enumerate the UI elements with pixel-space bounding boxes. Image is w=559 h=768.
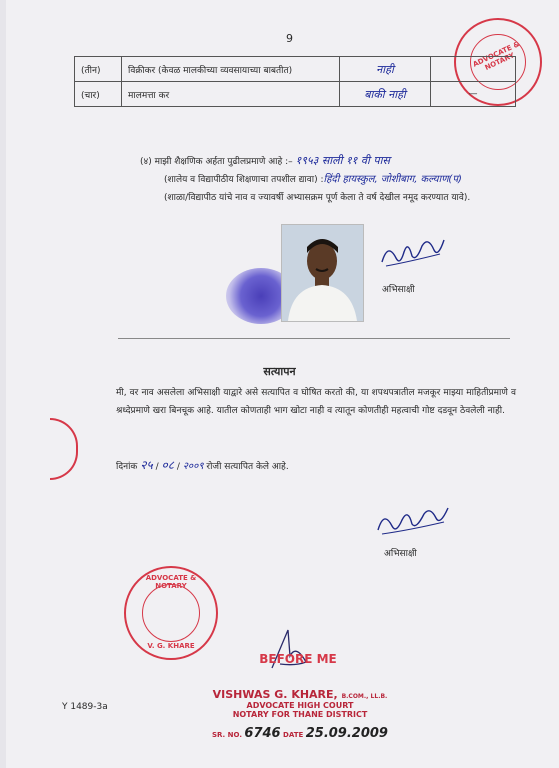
row-extra	[431, 57, 516, 82]
notary-line-3: NOTARY FOR THANE DISTRICT	[232, 710, 368, 719]
row-extra: —	[431, 82, 516, 107]
date-suffix: रोजी सत्यापित केले आहे.	[206, 462, 289, 472]
notary-signature	[266, 626, 316, 674]
date-prefix: दिनांक	[116, 462, 138, 472]
stamp-bottom-text: ADVOCATE & NOTARY	[145, 574, 197, 590]
stamp-top-text: ADVOCATE & NOTARY	[471, 40, 521, 72]
notary-register-line	[212, 726, 388, 741]
stamp-fragment-left	[50, 418, 78, 480]
page-number: 9	[286, 32, 293, 45]
notary-stamp-bottom	[124, 566, 218, 660]
education-note: (शाळा/विद्यापीठ यांचे नाव व ज्यावर्षी अभ्यासक्रम पूर्ण केला ते वर्ष देखील नमूद करण्यात यावे).	[164, 193, 471, 203]
table-row	[75, 82, 516, 107]
row-value: नाही	[340, 57, 431, 82]
verification-date-line: दिनांक २५ / ०८ / २००९ रोजी सत्यापित केले आहे.	[116, 458, 289, 472]
notary-block	[200, 688, 400, 719]
deponent-label: अभिसाक्षी	[384, 549, 417, 559]
date-day: २५	[140, 458, 153, 472]
notary-degrees: B.COM., LL.B.	[341, 693, 388, 700]
notary-name: VISHWAS G. KHARE,	[212, 688, 338, 701]
form-code: Y 1489-3a	[62, 702, 108, 712]
date-year: २००९	[182, 461, 204, 472]
deponent-photo	[281, 224, 364, 322]
education-label: (४) माझी शैक्षणिक अर्हता पुढीलप्रमाणे आहे :–	[140, 157, 293, 167]
notary-line-2: ADVOCATE HIGH COURT	[246, 701, 354, 710]
date-label: DATE	[283, 731, 304, 739]
deponent-signature-2	[374, 502, 454, 542]
row-number: (तीन)	[75, 57, 122, 82]
table-row	[75, 57, 516, 82]
deponent-signature-1	[378, 232, 448, 276]
school-name: हिंदी हायस्कुल, जोशीबाग, कल्याण(प)	[323, 174, 462, 185]
row-description: मालमत्ता कर	[122, 82, 340, 107]
left-binding-margin	[0, 0, 6, 768]
row-number: (चार)	[75, 82, 122, 107]
row-value: बाकी नाही	[340, 82, 431, 107]
education-section	[140, 152, 535, 207]
tax-table	[74, 56, 516, 107]
verification-title: सत्यापन	[263, 365, 296, 378]
date-month: ०८	[161, 458, 174, 472]
before-me: BEFORE ME	[259, 652, 337, 666]
stamp-bottom-name: V. G. KHARE	[147, 642, 195, 650]
sr-number: 6746	[244, 726, 281, 741]
sr-label: SR. NO.	[212, 731, 242, 739]
row-description: विक्रीकर (केवळ मालकीच्या व्यवसायाच्या बाबतीत)	[122, 57, 340, 82]
deponent-label: अभिसाक्षी	[382, 285, 415, 295]
education-answer: १९५३ साली ११ वी पास	[295, 154, 390, 167]
divider-line	[118, 338, 510, 339]
education-detail-label: (शालेय व विद्यापीठीय शिक्षणाचा तपशील द्यावा) :	[164, 175, 324, 185]
notary-date: 25.09.2009	[305, 726, 388, 741]
verification-text: मी, वर नाव असलेला अभिसाक्षी याद्वारे असे सत्यापित व घोषित करतो की, या शपथपत्रातील मजकूर माझ्या माहितीप्रमाणे व श्रध्देप्रमाणे खरा बिनचूक आहे. यातील कोणताही भाग खोटा नाही व त्यातून कोणतीही महत्वाची गोष्ट दडवून ठेवलेली नाही.	[116, 388, 516, 416]
